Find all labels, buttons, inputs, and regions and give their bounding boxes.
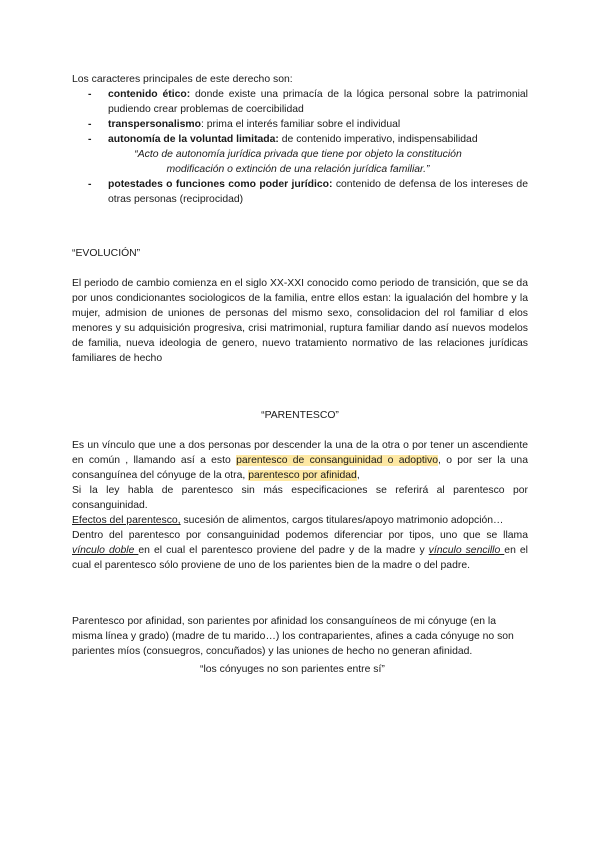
definition-text: , bbox=[356, 470, 360, 481]
conyuges-quote-block bbox=[200, 662, 500, 677]
intro-line: Los caracteres principales de este derecho son: bbox=[72, 74, 293, 85]
parentesco-effects bbox=[72, 513, 528, 528]
conyuges-quote: “los cónyuges no son parientes entre sí” bbox=[200, 664, 385, 675]
types-text: en el cual el parentesco sólo proviene de uno de los parientes bien de la madre o del padre. bbox=[72, 545, 528, 571]
highlight-consanguinidad: parentesco de consanguinidad o adoptivo bbox=[236, 455, 439, 466]
types-text: en el cual el parentesco proviene del padre y de la madre y bbox=[138, 545, 429, 556]
afinidad-section bbox=[72, 614, 528, 659]
characteristics-section bbox=[72, 72, 528, 207]
evolucion-section bbox=[72, 246, 528, 261]
item-term: potestades o funciones como poder jurídico: bbox=[108, 179, 333, 190]
parentesco-types bbox=[72, 528, 528, 573]
evolucion-body bbox=[72, 276, 528, 366]
item-term: autonomía de la voluntad limitada: bbox=[108, 134, 279, 145]
effects-label: Efectos del parentesco, bbox=[72, 515, 181, 526]
list-item bbox=[72, 117, 528, 132]
characteristics-list bbox=[72, 87, 528, 147]
definition-text: , o por ser la una consanguínea del cónyuge de la otra, bbox=[72, 455, 528, 481]
evolucion-paragraph: El periodo de cambio comienza en el siglo XX-XXI conocido como periodo de transición, que se da por unos condicionantes sociologicos de la familia, entre ellos estan: la igualación del hombre y la mujer, admision de uniones de personas del mismo sexo, consolidacion del rol familiar d elos menores y su adquisición progresiva, crisi matrimonial, ruptura familiar dando así nuevos modelos de familia, nueva ideologia de genero, nuevo tratamiento normativo de las relaciones jurídicas familiares de hecho bbox=[72, 278, 528, 364]
item-text: contenido de defensa de los intereses de otras personas (reciprocidad) bbox=[108, 179, 528, 205]
parentesco-body bbox=[72, 438, 528, 573]
highlight-afinidad: parentesco por afinidad bbox=[248, 470, 357, 481]
types-text: Dentro del parentesco por consanguinidad podemos diferenciar por tipos, uno que se llama bbox=[72, 530, 528, 541]
parentesco-law-note: Si la ley habla de parentesco sin más especificaciones se referirá al parentesco por consanguinidad. bbox=[72, 485, 528, 511]
list-item bbox=[72, 87, 528, 117]
definition-text: Es un vínculo que une a dos personas por descender la una de la otra o por tener un ascendiente en común , llamando así a esto bbox=[72, 440, 528, 466]
effects-text: sucesión de alimentos, cargos titulares/apoyo matrimonio adopción… bbox=[180, 515, 504, 526]
item-term: contenido ético: bbox=[108, 89, 191, 100]
afinidad-paragraph: Parentesco por afinidad, son parientes por afinidad los consanguíneos de mi cónyuge (en la misma línea y grado) (madre de tu marido…) los contraparientes, afines a cada cónyuge no son parientes míos (consuegros, concuñados) y las uniones de hecho no generan afinidad. bbox=[72, 616, 514, 657]
item-text: de contenido imperativo, indispensabilidad bbox=[278, 134, 478, 145]
item-text: donde existe una primacía de la lógica personal sobre la patrimonial pudiendo crear problemas de coercibilidad bbox=[108, 89, 528, 115]
parentesco-section bbox=[72, 408, 528, 423]
parentesco-definition bbox=[72, 438, 528, 483]
item-text: : prima el interés familiar sobre el individual bbox=[200, 119, 401, 130]
list-item bbox=[72, 177, 528, 207]
term-vinculo-doble: vínculo doble bbox=[72, 545, 139, 556]
item-term: transpersonalismo bbox=[108, 119, 201, 130]
term-vinculo-sencillo: vínculo sencillo bbox=[428, 545, 505, 556]
list-item bbox=[72, 132, 528, 147]
autonomy-quote: “Acto de autonomía jurídica privada que tiene por objeto la constitución modificación o extinción de una relación jurídica familiar.” bbox=[134, 149, 462, 175]
parentesco-heading: “PARENTESCO” bbox=[261, 410, 339, 421]
characteristics-list-cont bbox=[72, 177, 528, 207]
evolucion-heading: “EVOLUCIÓN” bbox=[72, 248, 141, 259]
